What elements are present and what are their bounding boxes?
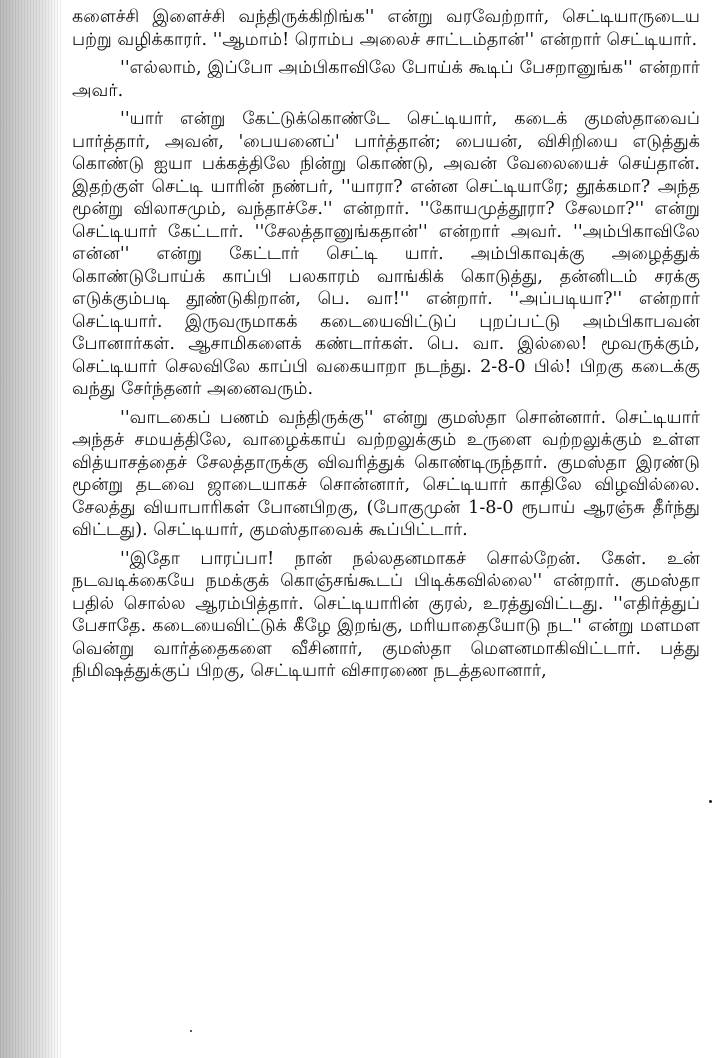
scan-speck [709,800,712,803]
page-gutter-shadow [0,0,62,1058]
paragraph-3: ''யார் என்று கேட்டுக்கொண்டே செட்டியார், கடைக் குமஸ்தாவைப் பார்த்தார், அவன், 'பையனைப்' பார்த்தான்; பையன், விசிறியை எடுத்துக் கொண்டு ஐயா பக்கத்திலே நின்று கொண்டு, அவன் வேலையைச் செய்தான். இதற்குள் செட்டி யாரின் நண்பர், ''யாரா? என்ன செட்டியாரே; தூக்கமா? அந்த மூன்று விலாசமும், வந்தாச்சே.'' என்றார். ''கோயமுத்தூரா? சேலமா?'' என்று செட்டியார் கேட்டார். ''சேலத்தானுங்கதான்'' என்றார் அவர். ''அம்பிகாவிலே என்ன'' என்று கேட்டார் செட்டி யார். அம்பிகாவுக்கு அழைத்துக் கொண்டுபோய்க் காப்பி பலகாரம் வாங்கிக் கொடுத்து, தன்னிடம் சரக்கு எடுக்கும்படி தூண்டுகிறான், பெ. வா!'' என்றார். ''அப்படியா?'' என்றார் செட்டியார். இருவருமாகக் கடையைவிட்டுப் புறப்பட்டு அம்பிகாபவன் போனார்கள். ஆசாமிகளைக் கண்டார்கள். பெ. வா. இல்லை! மூவருக்கும், செட்டியார் செலவிலே காப்பி வகையாறா நடந்து. 2-8-0 பில்! பிறகு கடைக்கு வந்து சேர்ந்தனர் அனைவரும். [72,109,700,399]
paragraph-4: ''வாடகைப் பணம் வந்திருக்கு'' என்று குமஸ்தா சொன்னார். செட்டியார் அந்தச் சமயத்திலே, வாழைக்காய் வற்றலுக்கும் உருளை வற்றலுக்கும் உள்ள வித்யாசத்தைச் சேலத்தாருக்கு விவரித்துக் கொண்டிருந்தார். குமஸ்தா இரண்டு மூன்று தடவை ஜாடையாகச் சொன்னார், செட்டியார் காதிலே விழவில்லை. சேலத்து வியாபாரிகள் போனபிறகு, (போகுமுன் 1-8-0 ரூபாய் ஆரஞ்சு தீர்ந்து விட்டது). செட்டியார், குமஸ்தாவைக் கூப்பிட்டார். [72,407,700,540]
paragraph-1: களைச்சி இளைச்சி வந்திருக்கிறிங்க'' என்று வரவேற்றார், செட்டியாருடைய பற்று வழிக்காரர். ''ஆமாம்! ரொம்ப அலைச் சாட்டம்தான்'' என்றார் செட்டியார். [72,7,700,50]
scan-speck [190,1030,192,1032]
paragraph-5: ''இதோ பாரப்பா! நான் நல்லதனமாகச் சொல்றேன். கேள். உன் நடவடிக்கையே நமக்குக் கொஞ்சங்கூடப் பிடிக்கவில்லை'' என்றார். குமஸ்தா பதில் சொல்ல ஆரம்பித்தார். செட்டியாரின் குரல், உரத்துவிட்டது. ''எதிர்த்துப் பேசாதே. கடையைவிட்டுக் கீழே இறங்கு, மரியாதையோடு நட'' என்று மளமள வென்று வார்த்தைகளை வீசினார், குமஸ்தா மௌனமாகிவிட்டார். பத்து நிமிஷத்துக்குப் பிறகு, செட்டியார் விசாரணை நடத்தலானார், [72,548,700,681]
page-text [72,6,700,689]
paragraph-2: ''எல்லாம், இப்போ அம்பிகாவிலே போய்க் கூடிப் பேசறானுங்க'' என்றார் அவர். [72,58,700,101]
